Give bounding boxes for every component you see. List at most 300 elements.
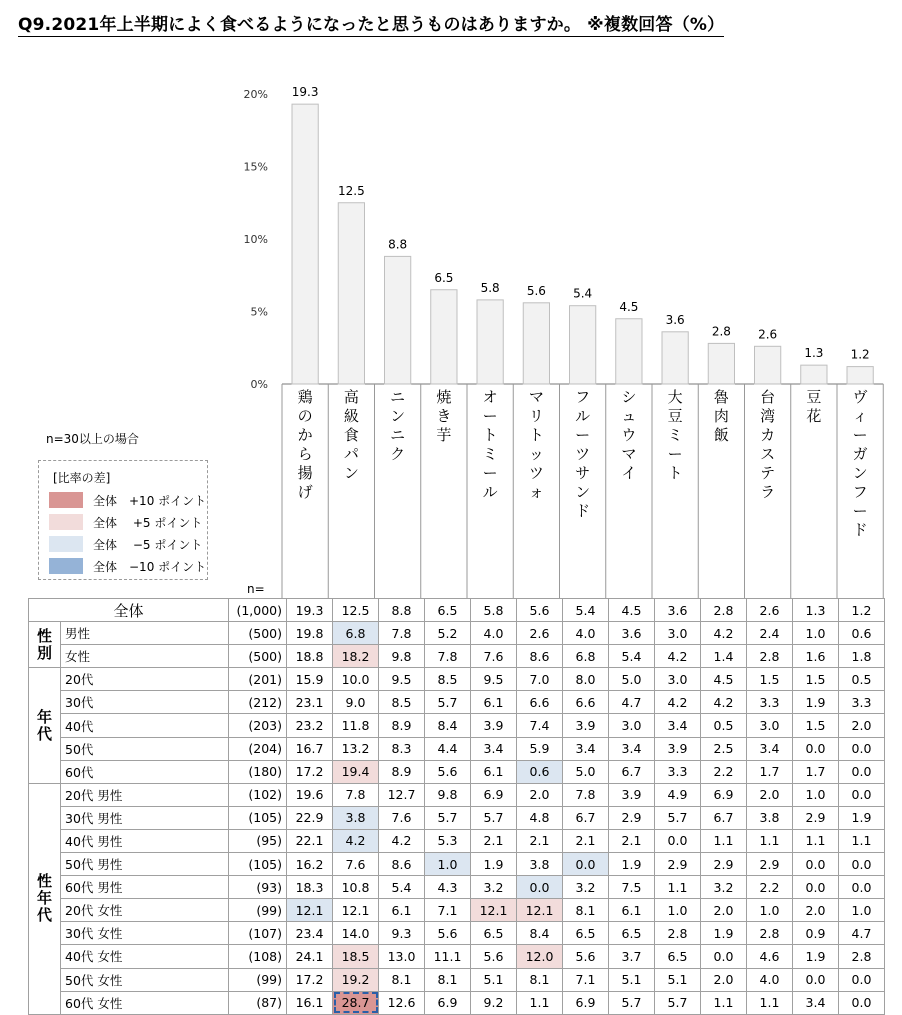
table-row [29, 829, 885, 852]
table-cell: 3.9 [655, 737, 701, 760]
table-row [29, 922, 885, 945]
table-cell: 6.7 [609, 760, 655, 783]
legend-item [49, 513, 203, 531]
table-cell: 19.8 [287, 622, 333, 645]
row-label: 50代 男性 [61, 853, 229, 876]
table-cell: 19.4 [333, 760, 379, 783]
table-cell: 3.3 [747, 691, 793, 714]
table-cell: 8.5 [425, 668, 471, 691]
legend-swatch [49, 536, 83, 552]
table-cell: 6.6 [517, 691, 563, 714]
table-cell: 5.7 [471, 806, 517, 829]
table-cell: 8.1 [563, 899, 609, 922]
crosstab-table [28, 598, 885, 1015]
table-cell: 4.5 [701, 668, 747, 691]
table-cell: 7.6 [379, 806, 425, 829]
table-cell: 8.6 [379, 853, 425, 876]
bar-value-label: 12.5 [338, 183, 365, 198]
bar-value-label: 1.3 [804, 346, 824, 361]
table-cell: 16.7 [287, 737, 333, 760]
bar [523, 303, 549, 384]
table-cell: 4.2 [655, 645, 701, 668]
table-cell: 18.8 [287, 645, 333, 668]
table-cell: 4.7 [609, 691, 655, 714]
table-cell: 2.9 [747, 853, 793, 876]
table-row [29, 945, 885, 968]
table-cell: 1.7 [747, 760, 793, 783]
table-cell: 1.1 [839, 829, 885, 852]
table-cell: 5.6 [425, 760, 471, 783]
sample-size: (102) [229, 783, 287, 806]
table-cell: 6.5 [471, 922, 517, 945]
table-cell: 1.5 [793, 668, 839, 691]
table-cell: 5.4 [609, 645, 655, 668]
table-cell: 9.2 [471, 991, 517, 1014]
bar-value-label: 5.4 [573, 286, 593, 301]
table-cell: 12.1 [287, 899, 333, 922]
table-cell: 5.7 [609, 991, 655, 1014]
table-cell: 6.7 [563, 806, 609, 829]
table-cell: 1.1 [701, 829, 747, 852]
category-label: 高級食パン [343, 388, 359, 482]
table-cell: 5.4 [379, 876, 425, 899]
table-cell: 14.0 [333, 922, 379, 945]
table-cell: 2.8 [839, 945, 885, 968]
table-cell: 6.5 [563, 922, 609, 945]
table-cell: 1.1 [793, 829, 839, 852]
table-cell: 0.0 [517, 876, 563, 899]
table-cell: 18.3 [287, 876, 333, 899]
table-cell: 19.2 [333, 968, 379, 991]
table-cell: 4.8 [517, 806, 563, 829]
bar [477, 300, 503, 384]
table-cell: 5.6 [517, 599, 563, 622]
table-cell: 3.4 [793, 991, 839, 1014]
bar [338, 203, 364, 384]
table-cell: 3.9 [471, 714, 517, 737]
table-cell: 15.9 [287, 668, 333, 691]
bar-value-label: 1.2 [850, 347, 870, 362]
table-cell: 4.7 [839, 922, 885, 945]
table-cell: 8.1 [517, 968, 563, 991]
table-cell: 2.8 [701, 599, 747, 622]
table-cell: 2.6 [517, 622, 563, 645]
table-cell: 2.8 [747, 645, 793, 668]
table-cell: 9.3 [379, 922, 425, 945]
table-cell: 3.2 [701, 876, 747, 899]
table-cell: 7.6 [333, 853, 379, 876]
table-cell: 2.1 [471, 829, 517, 852]
table-cell: 3.9 [609, 783, 655, 806]
table-cell: 4.4 [425, 737, 471, 760]
table-cell: 16.2 [287, 853, 333, 876]
table-cell: 1.4 [701, 645, 747, 668]
table-cell: 3.3 [655, 760, 701, 783]
table-cell: 3.4 [747, 737, 793, 760]
row-label: 50代 女性 [61, 968, 229, 991]
table-cell: 2.0 [517, 783, 563, 806]
table-cell: 5.7 [425, 806, 471, 829]
table-cell: 1.9 [793, 945, 839, 968]
table-cell: 2.0 [701, 968, 747, 991]
sample-size: (1,000) [229, 599, 287, 622]
legend-swatch [49, 558, 83, 574]
table-cell: 9.5 [379, 668, 425, 691]
table-cell: 4.2 [655, 691, 701, 714]
bar [708, 343, 734, 384]
table-cell: 7.4 [517, 714, 563, 737]
table-cell: 5.1 [655, 968, 701, 991]
table-cell: 5.1 [609, 968, 655, 991]
table-cell: 1.3 [793, 599, 839, 622]
table-cell: 2.4 [747, 622, 793, 645]
table-row [29, 991, 885, 1014]
table-cell: 1.1 [655, 876, 701, 899]
table-cell: 5.3 [425, 829, 471, 852]
table-cell: 12.5 [333, 599, 379, 622]
sample-size: (95) [229, 829, 287, 852]
table-cell: 6.9 [701, 783, 747, 806]
table-cell: 0.0 [793, 968, 839, 991]
table-cell: 7.1 [563, 968, 609, 991]
row-label: 40代 [61, 714, 229, 737]
sample-size: (201) [229, 668, 287, 691]
table-cell: 1.0 [793, 622, 839, 645]
table-cell: 23.1 [287, 691, 333, 714]
table-cell: 2.2 [747, 876, 793, 899]
table-cell: 0.5 [839, 668, 885, 691]
legend-swatch [49, 514, 83, 530]
table-cell: 0.0 [839, 760, 885, 783]
table-cell: 0.6 [517, 760, 563, 783]
table-cell: 3.0 [747, 714, 793, 737]
table-cell: 3.8 [747, 806, 793, 829]
table-row [29, 968, 885, 991]
table-cell: 4.0 [471, 622, 517, 645]
row-label: 60代 [61, 760, 229, 783]
table-cell: 1.0 [839, 899, 885, 922]
table-cell: 12.6 [379, 991, 425, 1014]
table-cell: 22.9 [287, 806, 333, 829]
table-cell: 0.0 [655, 829, 701, 852]
sample-size: (108) [229, 945, 287, 968]
table-cell: 12.1 [471, 899, 517, 922]
table-cell: 22.1 [287, 829, 333, 852]
table-cell: 2.1 [563, 829, 609, 852]
table-cell: 1.0 [425, 853, 471, 876]
row-label: 40代 男性 [61, 829, 229, 852]
table-cell: 2.9 [701, 853, 747, 876]
table-cell: 2.0 [701, 899, 747, 922]
group-label: 性 別 [29, 622, 61, 668]
sample-size: (212) [229, 691, 287, 714]
table-row [29, 645, 885, 668]
table-cell: 4.9 [655, 783, 701, 806]
table-cell: 3.0 [655, 622, 701, 645]
table-row [29, 853, 885, 876]
table-cell: 0.9 [793, 922, 839, 945]
table-cell: 3.6 [655, 599, 701, 622]
table-cell: 13.2 [333, 737, 379, 760]
bar-value-label: 2.6 [758, 327, 778, 342]
row-label: 30代 男性 [61, 806, 229, 829]
table-cell: 0.6 [839, 622, 885, 645]
sample-size: (105) [229, 853, 287, 876]
table-cell: 1.0 [655, 899, 701, 922]
table-cell: 8.4 [517, 922, 563, 945]
table-cell: 0.0 [793, 853, 839, 876]
category-label: マリトッツォ [528, 388, 544, 501]
table-cell: 3.8 [333, 806, 379, 829]
table-cell: 0.0 [839, 783, 885, 806]
category-label: 豆花 [806, 388, 822, 425]
table-cell: 0.0 [839, 853, 885, 876]
row-label: 男性 [61, 622, 229, 645]
table-cell: 6.9 [425, 991, 471, 1014]
table-cell: 7.0 [517, 668, 563, 691]
table-cell: 1.2 [839, 599, 885, 622]
category-label: オートミール [482, 388, 498, 501]
bar [755, 346, 781, 384]
table-row [29, 760, 885, 783]
table-cell: 9.8 [379, 645, 425, 668]
table-cell: 2.6 [747, 599, 793, 622]
table-cell: 19.3 [287, 599, 333, 622]
bar [570, 306, 596, 384]
table-row [29, 691, 885, 714]
bar-value-label: 6.5 [434, 270, 454, 285]
table-cell: 28.7 [333, 991, 379, 1014]
table-cell: 2.0 [839, 714, 885, 737]
sample-size: (93) [229, 876, 287, 899]
legend-item [49, 535, 203, 553]
table-row [29, 783, 885, 806]
table-cell: 10.8 [333, 876, 379, 899]
row-label: 60代 男性 [61, 876, 229, 899]
y-tick-label: 15% [243, 160, 268, 174]
table-cell: 5.6 [425, 922, 471, 945]
table-cell: 2.2 [701, 760, 747, 783]
table-cell: 1.1 [747, 991, 793, 1014]
table-cell: 4.0 [747, 968, 793, 991]
y-tick-label: 20% [243, 88, 268, 101]
legend-item-label: 全体 −10 ポイント [93, 560, 207, 574]
table-cell: 3.8 [517, 853, 563, 876]
table-cell: 3.0 [609, 714, 655, 737]
table-cell: 1.5 [793, 714, 839, 737]
row-label: 20代 男性 [61, 783, 229, 806]
table-cell: 8.6 [517, 645, 563, 668]
legend [38, 460, 208, 580]
table-cell: 4.6 [747, 945, 793, 968]
bar [385, 256, 411, 384]
table-cell: 16.1 [287, 991, 333, 1014]
table-cell: 2.1 [609, 829, 655, 852]
category-label: 大豆ミート [667, 388, 683, 482]
row-label: 30代 [61, 691, 229, 714]
table-cell: 6.1 [471, 691, 517, 714]
table-cell: 1.6 [793, 645, 839, 668]
table-cell: 1.9 [701, 922, 747, 945]
table-cell: 23.2 [287, 714, 333, 737]
bar [662, 332, 688, 384]
category-label: 焼き芋 [436, 388, 452, 444]
table-cell: 0.0 [839, 991, 885, 1014]
group-label: 年 代 [29, 668, 61, 783]
row-label: 全体 [29, 599, 229, 622]
legend-item-label: 全体 −5 ポイント [93, 538, 203, 552]
page-title: Q9.2021年上半期によく食べるようになったと思うものはありますか。 ※複数回答（%） [18, 10, 724, 37]
table-cell: 3.4 [563, 737, 609, 760]
table-cell: 8.5 [379, 691, 425, 714]
sample-size: (500) [229, 622, 287, 645]
legend-swatch [49, 492, 83, 508]
table-cell: 4.2 [701, 622, 747, 645]
table-cell: 3.0 [655, 668, 701, 691]
sample-size: (105) [229, 806, 287, 829]
table-cell: 5.4 [563, 599, 609, 622]
table-cell: 8.9 [379, 714, 425, 737]
group-label: 性 年 代 [29, 783, 61, 1014]
table-cell: 5.8 [471, 599, 517, 622]
table-cell: 7.8 [379, 622, 425, 645]
table-cell: 6.1 [609, 899, 655, 922]
table-cell: 19.6 [287, 783, 333, 806]
table-cell: 4.3 [425, 876, 471, 899]
table-cell: 8.9 [379, 760, 425, 783]
table-cell: 0.0 [839, 968, 885, 991]
table-cell: 0.0 [839, 737, 885, 760]
table-cell: 1.8 [839, 645, 885, 668]
row-label: 50代 [61, 737, 229, 760]
table-cell: 6.5 [609, 922, 655, 945]
table-cell: 11.8 [333, 714, 379, 737]
table-cell: 1.9 [471, 853, 517, 876]
table-cell: 1.5 [747, 668, 793, 691]
table-cell: 5.7 [655, 806, 701, 829]
table-cell: 2.1 [517, 829, 563, 852]
table-cell: 2.0 [793, 899, 839, 922]
table-cell: 2.8 [747, 922, 793, 945]
table-cell: 2.9 [655, 853, 701, 876]
table-cell: 8.1 [379, 968, 425, 991]
table-cell: 0.0 [563, 853, 609, 876]
table-cell: 1.9 [609, 853, 655, 876]
table-cell: 1.0 [793, 783, 839, 806]
table-cell: 3.4 [655, 714, 701, 737]
table-cell: 9.8 [425, 783, 471, 806]
bar [847, 367, 873, 384]
bar [292, 104, 318, 384]
table-cell: 9.5 [471, 668, 517, 691]
sample-size: (500) [229, 645, 287, 668]
table-cell: 5.7 [425, 691, 471, 714]
table-cell: 3.9 [563, 714, 609, 737]
table-cell: 6.9 [471, 783, 517, 806]
row-label: 20代 女性 [61, 899, 229, 922]
table-cell: 13.0 [379, 945, 425, 968]
bar-value-label: 19.3 [291, 85, 319, 100]
category-label: シュウマイ [621, 388, 637, 482]
table-row-total [29, 599, 885, 622]
table-cell: 7.8 [425, 645, 471, 668]
table-cell: 5.9 [517, 737, 563, 760]
table-cell: 5.1 [471, 968, 517, 991]
table-cell: 4.2 [379, 829, 425, 852]
bar [431, 290, 457, 384]
table-cell: 1.9 [839, 806, 885, 829]
table-cell: 5.0 [563, 760, 609, 783]
table-cell: 10.0 [333, 668, 379, 691]
table-cell: 4.5 [609, 599, 655, 622]
bar-value-label: 8.8 [388, 237, 408, 252]
table-cell: 17.2 [287, 968, 333, 991]
table-cell: 5.6 [563, 945, 609, 968]
table-cell: 7.6 [471, 645, 517, 668]
legend-item-label: 全体 +10 ポイント [93, 494, 207, 508]
table-row [29, 876, 885, 899]
row-label: 30代 女性 [61, 922, 229, 945]
table-cell: 8.1 [425, 968, 471, 991]
table-cell: 17.2 [287, 760, 333, 783]
sample-size: (99) [229, 899, 287, 922]
legend-item-label: 全体 +5 ポイント [93, 516, 203, 530]
row-label: 20代 [61, 668, 229, 691]
table-cell: 3.4 [609, 737, 655, 760]
table-cell: 4.2 [333, 829, 379, 852]
bar [616, 319, 642, 384]
table-cell: 23.4 [287, 922, 333, 945]
table-cell: 1.7 [793, 760, 839, 783]
table-cell: 2.5 [701, 737, 747, 760]
y-tick-label: 0% [250, 378, 268, 391]
table-cell: 18.5 [333, 945, 379, 968]
table-cell: 6.5 [425, 599, 471, 622]
table-cell: 12.0 [517, 945, 563, 968]
table-cell: 12.1 [517, 899, 563, 922]
table-cell: 1.9 [793, 691, 839, 714]
table-cell: 4.0 [563, 622, 609, 645]
table-cell: 8.0 [563, 668, 609, 691]
category-label: 台湾カステラ [760, 388, 776, 501]
table-cell: 11.1 [425, 945, 471, 968]
sample-size: (203) [229, 714, 287, 737]
table-cell: 5.0 [609, 668, 655, 691]
table-cell: 1.0 [747, 899, 793, 922]
legend-item [49, 557, 207, 575]
table-cell: 5.2 [425, 622, 471, 645]
bar-value-label: 5.6 [526, 283, 546, 298]
table-row [29, 668, 885, 691]
n-column-label: n= [247, 582, 265, 596]
category-label: 鶏のから揚げ [297, 388, 313, 501]
table-cell: 3.3 [839, 691, 885, 714]
sample-size: (99) [229, 968, 287, 991]
row-label: 60代 女性 [61, 991, 229, 1014]
category-label: ヴィーガンフード [852, 388, 868, 539]
bar-value-label: 4.5 [619, 299, 639, 314]
legend-heading: [比率の差] [53, 471, 111, 485]
row-label: 40代 女性 [61, 945, 229, 968]
sample-size: (204) [229, 737, 287, 760]
table-row [29, 714, 885, 737]
category-label: 魯肉飯 [713, 388, 729, 444]
table-cell: 8.3 [379, 737, 425, 760]
table-cell: 5.7 [655, 991, 701, 1014]
bar [801, 365, 827, 384]
bar-value-label: 3.6 [665, 312, 685, 327]
table-cell: 2.0 [747, 783, 793, 806]
